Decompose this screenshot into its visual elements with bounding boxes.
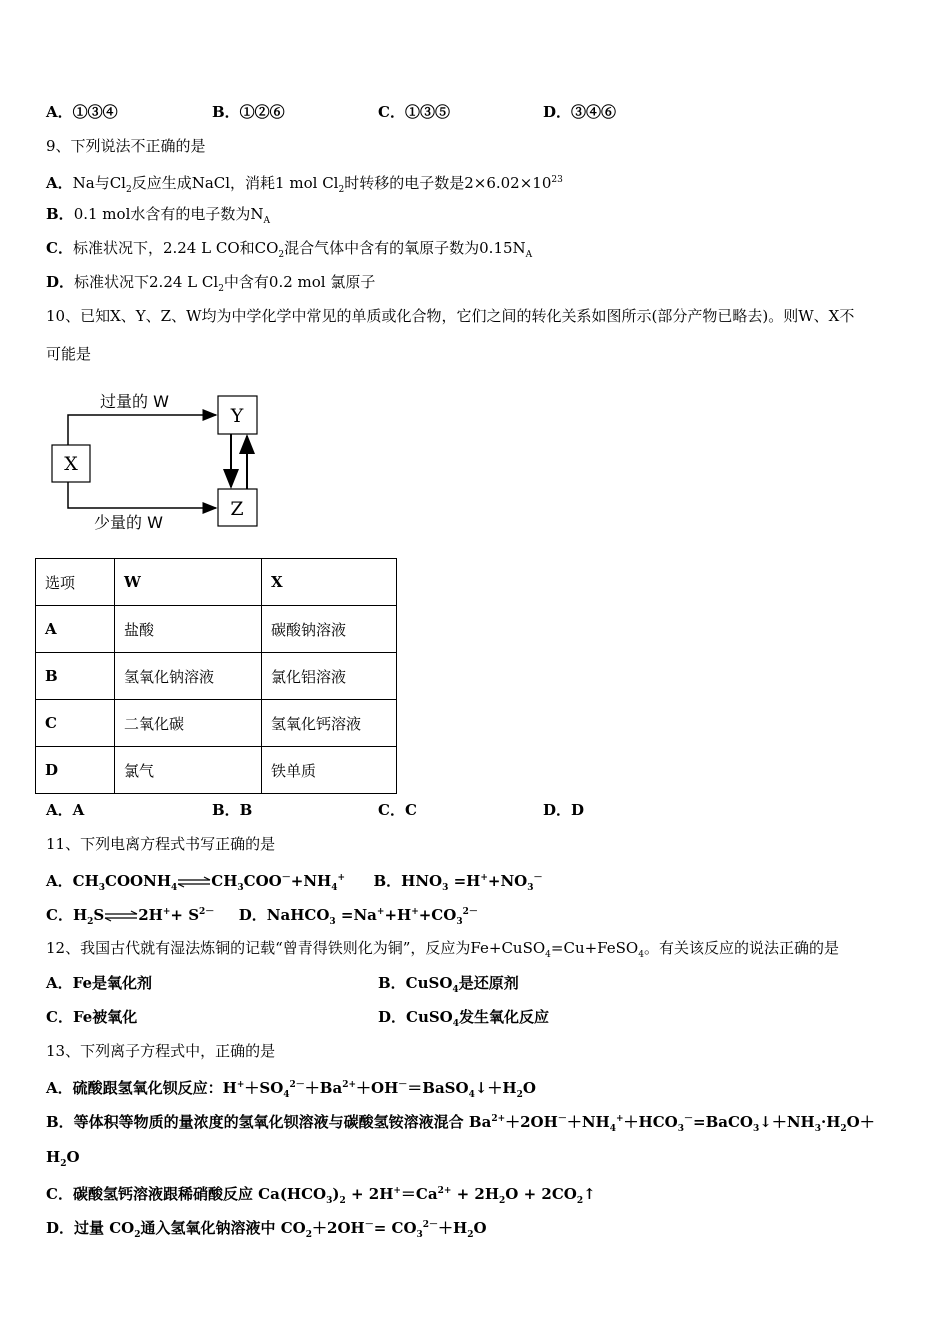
table-cell: 碳酸钠溶液 <box>262 606 397 653</box>
table-cell: 氯气 <box>115 747 262 794</box>
reversible-arrow-icon <box>177 876 211 888</box>
q10-options-table <box>35 558 397 794</box>
q9-option-b: B．0.1 mol水含有的电子数为$N_A$ <box>46 205 270 226</box>
table-cell: 氢氧化钙溶液 <box>262 700 397 747</box>
q11-options-ab: A．$CH_3COONH_4$ $CH_3COO^-+NH_4^+$ B．$HNO_3 =H^++NO_3^-$ <box>46 872 543 893</box>
table-cell: 氢氧化钠溶液 <box>115 653 262 700</box>
table-row <box>36 700 397 747</box>
q12-option-a: A．Fe是氧化剂 <box>46 974 153 992</box>
q13-option-b: B．等体积等物质的量浓度的氢氧化钡溶液与碳酸氢铵溶液混合 $Ba^{2+}+2OH^-+NH_4^++HCO_3^-=BaCO_3↓+NH_3\cdot H_2O+$ <box>46 1113 875 1134</box>
q11-stem: 11、下列电离方程式书写正确的是 <box>46 835 276 853</box>
q10-option-d: D．D <box>543 801 585 819</box>
table-row <box>36 606 397 653</box>
q9-stem: 9、下列说法不正确的是 <box>46 137 206 155</box>
q8-option-d: D．③④⑥ <box>543 103 617 121</box>
q13-option-a: A．硫酸跟氢氧化钡反应：$H^++SO_4^{2-}+Ba^{2+}+OH^-=BaSO_4↓+H_2O$ <box>46 1079 536 1100</box>
table-cell: 铁单质 <box>262 747 397 794</box>
q8-option-b: B．①②⑥ <box>212 103 285 121</box>
table-cell: B <box>36 653 115 700</box>
label-x: X <box>64 453 78 475</box>
q8-option-a: A．①③④ <box>46 103 118 121</box>
reversible-arrow-icon <box>104 910 138 922</box>
q13-stem: 13、下列离子方程式中，正确的是 <box>46 1042 276 1060</box>
arrow-x-to-y <box>68 415 216 445</box>
table-cell: A <box>36 606 115 653</box>
q12-option-c: C．Fe被氧化 <box>46 1008 138 1026</box>
q10-conversion-diagram <box>40 385 280 535</box>
table-header: W <box>115 559 262 606</box>
table-cell: C <box>36 700 115 747</box>
q9-option-d: D．标准状况下2.24 L $Cl_2$中含有0.2 mol 氯原子 <box>46 273 376 294</box>
table-cell: 二氧化碳 <box>115 700 262 747</box>
q13-option-c: C．碳酸氢钙溶液跟稀硝酸反应 $Ca(HCO_3)_2 + 2H^+=Ca^{2+} + 2H_2O$ + $2CO_2↑$ <box>46 1185 596 1206</box>
q9-option-c: C．标准状况下，2.24 L CO和$CO_2$混合气体中含有的氧原子数为$0.15N_A$ <box>46 239 533 260</box>
table-cell: D <box>36 747 115 794</box>
q8-option-c: C．①③⑤ <box>378 103 450 121</box>
q9-option-a: A．Na与$Cl_2$反应生成NaCl，消耗1 mol $Cl_2$时转移的电子数是$2\times 6.02\times 10^{23}$ <box>46 174 563 195</box>
q12-option-b: B．CuSO$_4$是还原剂 <box>378 974 519 995</box>
table-row <box>36 653 397 700</box>
label-little-w: 少量的 W <box>94 513 163 532</box>
label-excess-w: 过量的 W <box>100 392 169 411</box>
q12-option-d: D．CuSO$_4$发生氧化反应 <box>378 1008 550 1029</box>
table-header-row <box>36 559 397 606</box>
q10-option-a: A．A <box>46 801 85 819</box>
q10-stem-line1: 10、已知X、Y、Z、W均为中学化学中常见的单质或化合物，它们之间的转化关系如图所示(部分产物已略去)。则W、X不 <box>46 307 855 325</box>
table-header: 选项 <box>36 559 115 606</box>
arrow-x-to-z <box>68 482 216 508</box>
q13-option-d: D．过量 $CO_2$通入氢氧化钠溶液中 $CO_2+2OH^-= CO_3^{2-}+H_2O$ <box>46 1219 487 1240</box>
table-header: X <box>262 559 397 606</box>
q11-options-cd: C．$H_2S$ $2H^++ S^{2-}$ D．NaHCO$_3$ $=Na^++H^++CO_3^{2-}$ <box>46 906 478 927</box>
table-row <box>36 747 397 794</box>
table-cell: 氯化铝溶液 <box>262 653 397 700</box>
label-z: Z <box>230 498 244 520</box>
q12-stem: 12、我国古代就有湿法炼铜的记载“曾青得铁则化为铜”，反应为Fe+CuSO$_4$=Cu+FeSO$_4$。有关该反应的说法正确的是 <box>46 939 839 960</box>
label-y: Y <box>230 405 244 427</box>
q13-option-b-cont: $H_2O$ <box>46 1148 80 1169</box>
q10-option-b: B．B <box>212 801 253 819</box>
q10-stem-line2: 可能是 <box>46 345 92 363</box>
q10-option-c: C．C <box>378 801 417 819</box>
table-cell: 盐酸 <box>115 606 262 653</box>
